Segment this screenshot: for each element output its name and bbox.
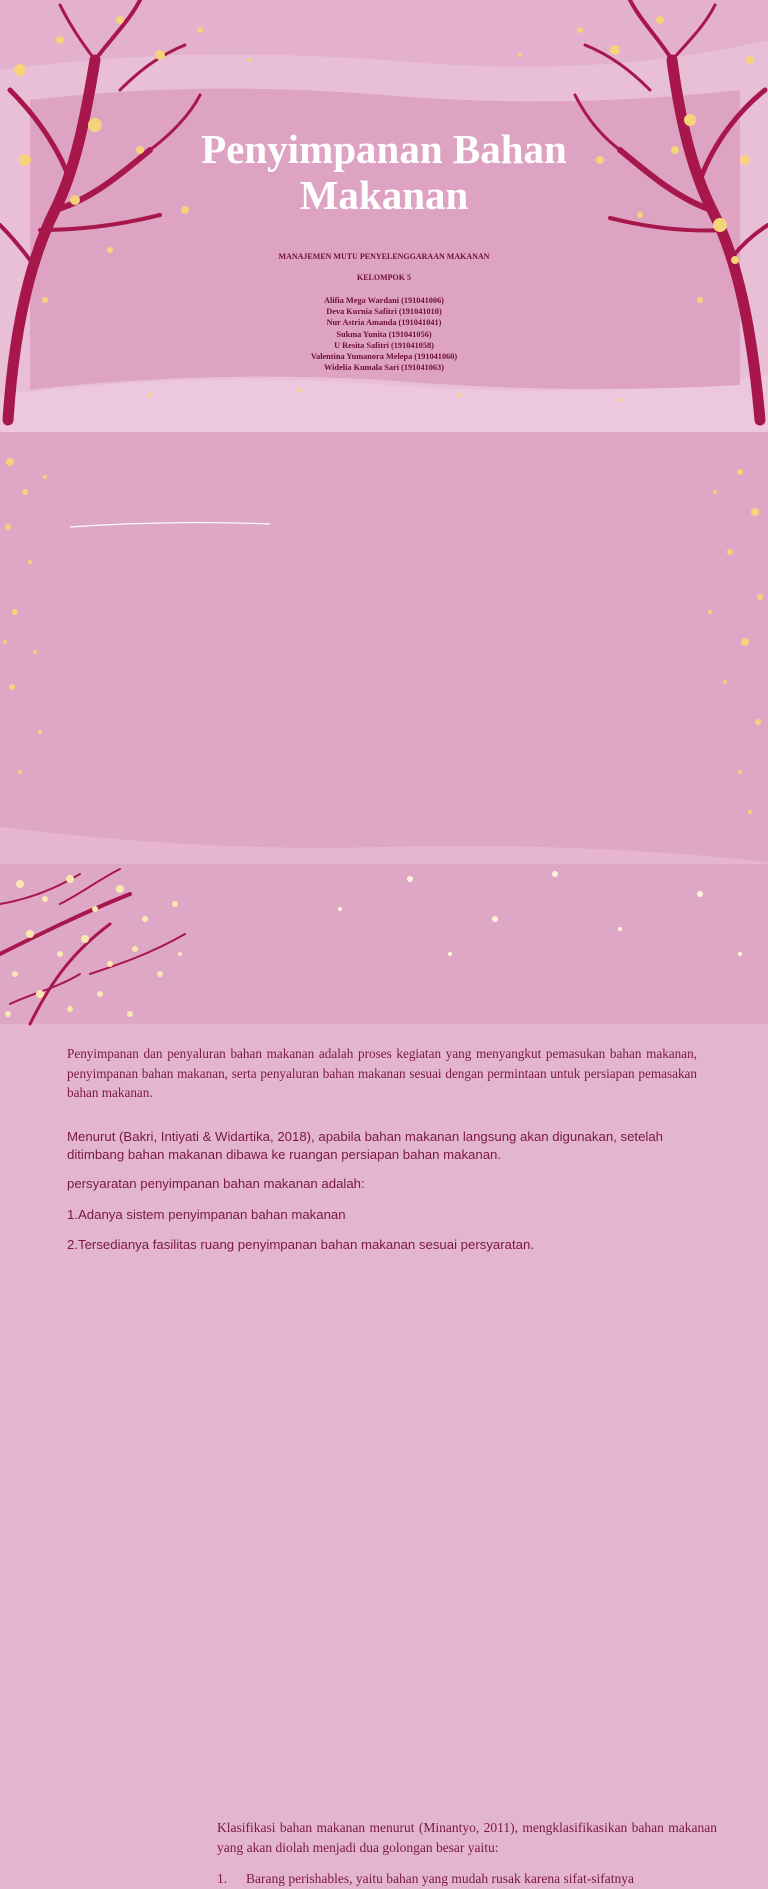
paragraph-citation: Menurut (Bakri, Intiyati & Widartika, 2018), apabila bahan makanan langsung akan digunakan, setelah ditimbang bahan makanan dibawa ke ruangan persiapan bahan makanan. (67, 1129, 664, 1162)
member-item: Widelia Kumala Sari (191041063) (324, 363, 444, 373)
blossom-tree-illustration (0, 864, 768, 1024)
requirement-item-1: 1.Adanya sistem penyimpanan bahan makanan (67, 1207, 346, 1222)
requirement-item-2: 2.Tersedianya fasilitas ruang penyimpanan bahan makanan sesuai persyaratan. (67, 1237, 534, 1252)
slide-title (0, 0, 768, 432)
member-item: U Resita Safitri (191041058) (334, 340, 434, 350)
course-name: MANAJEMEN MUTU PENYELENGGARAAN MAKANAN (278, 252, 490, 261)
classification-item-1: Barang perishables, yaitu bahan yang mudah rusak karena sifat-sifatnya (246, 1871, 634, 1886)
member-list (0, 295, 768, 373)
member-item: Sukma Yunita (191041056) (336, 329, 432, 339)
member-item: Deva Kurnia Safitri (191041010) (326, 307, 442, 317)
paragraph-definition-2: Penyimpanan dan penyaluran bahan makanan adalah proses kegiatan yang menyangkut pemasukan bahan makanan, penyimpanan bahan makanan, serta penyaluran bahan makanan sesuai dengan permintaan untuk persiapan pemasakan bahan makanan. (67, 1046, 697, 1101)
group-name: KELOMPOK 5 (357, 273, 411, 282)
paragraph-classification: Klasifikasi bahan makanan menurut (Minantyo, 2011), mengklasifikasikan bahan makanan yang akan diolah menjadi dua golongan besar yaitu: (217, 1820, 717, 1855)
title-line-1: Penyimpanan Bahan (201, 126, 567, 172)
paragraph-requirements: persyaratan penyimpanan bahan makanan adalah: (67, 1176, 365, 1191)
member-item: Valentina Yumanora Melepa (191041060) (310, 352, 458, 362)
blossom-border-illustration (0, 432, 768, 864)
member-item: Nur Astria Amanda (191041041) (326, 318, 442, 328)
slide-title-text (0, 126, 768, 218)
slide-definition (0, 432, 768, 1252)
member-item: Alifia Mega Wardani (191041006) (324, 296, 444, 305)
list-number-1: 1. (217, 1871, 228, 1886)
title-line-2: Makanan (299, 172, 469, 218)
